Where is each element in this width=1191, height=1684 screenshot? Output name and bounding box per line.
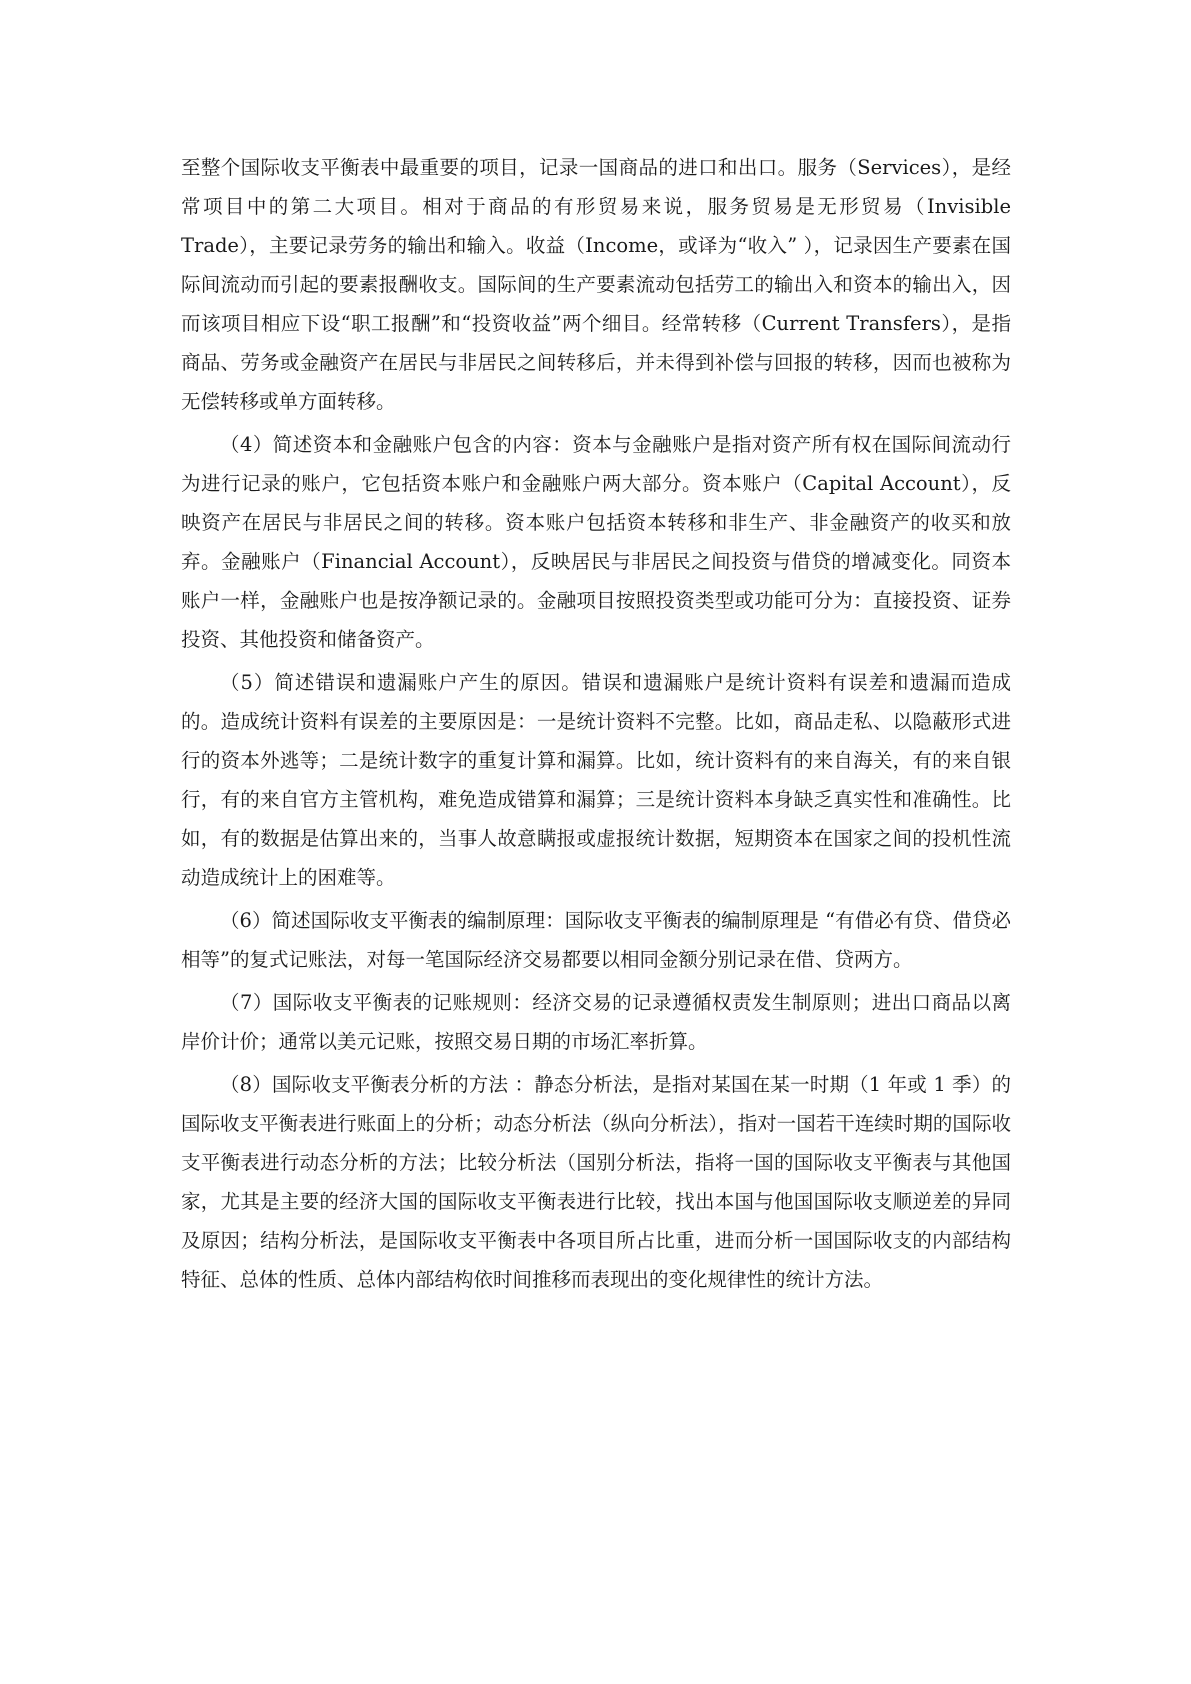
paragraph-capital-financial-account: （4）简述资本和金融账户包含的内容：资本与金融账户是指对资产所有权在国际间流动行为进行记录的账户，它包括资本账户和金融账户两大部分。资本账户（Capital Account），反映资产在居民与非居民之间的转移。资本账户包括资本转移和非生产、非金融资产的收买和放弃。金融账户（Financial Account），反映居民与非居民之间投资与借贷的增减变化。同资本账户一样，金融账户也是按净额记录的。金融项目按照投资类型或功能可分为：直接投资、证券投资、其他投资和储备资产。 xyxy=(181,433,1011,651)
document-body xyxy=(181,148,1011,1303)
paragraph-errors-omissions: （5）简述错误和遗漏账户产生的原因。错误和遗漏账户是统计资料有误差和遗漏而造成的。造成统计资料有误差的主要原因是：一是统计资料不完整。比如，商品走私、以隐蔽形式进行的资本外逃等；二是统计数字的重复计算和漏算。比如，统计资料有的来自海关，有的来自银行，有的来自官方主管机构，难免造成错算和漏算；三是统计资料本身缺乏真实性和准确性。比如，有的数据是估算出来的，当事人故意瞒报或虚报统计数据，短期资本在国家之间的投机性流动造成统计上的困难等。 xyxy=(181,671,1011,889)
paragraph-current-account-continued: 至整个国际收支平衡表中最重要的项目，记录一国商品的进口和出口。服务（Services），是经常项目中的第二大项目。相对于商品的有形贸易来说，服务贸易是无形贸易（Invisible Trade），主要记录劳务的输出和输入。收益（Income，或译为“收入” ），记录因生产要素在国际间流动而引起的要素报酬收支。国际间的生产要素流动包括劳工的输出入和资本的输出入，因而该项目相应下设“职工报酬”和“投资收益”两个细目。经常转移（Current Transfers），是指商品、劳务或金融资产在居民与非居民之间转移后，并未得到补偿与回报的转移，因而也被称为无偿转移或单方面转移。 xyxy=(181,156,1011,413)
paragraph-compilation-principle: （6）简述国际收支平衡表的编制原理：国际收支平衡表的编制原理是 “有借必有贷、借贷必相等”的复式记账法，对每一笔国际经济交易都要以相同金额分别记录在借、贷两方。 xyxy=(181,909,1011,971)
paragraph-bookkeeping-rules: （7）国际收支平衡表的记账规则：经济交易的记录遵循权责发生制原则；进出口商品以离岸价计价；通常以美元记账，按照交易日期的市场汇率折算。 xyxy=(181,991,1011,1053)
paragraph-analysis-methods: （8）国际收支平衡表分析的方法 ：静态分析法，是指对某国在某一时期（1 年或 1 季）的国际收支平衡表进行账面上的分析；动态分析法（纵向分析法），指对一国若干连续时期的国际收支平衡表进行动态分析的方法；比较分析法（国别分析法，指将一国的国际收支平衡表与其他国家，尤其是主要的经济大国的国际收支平衡表进行比较，找出本国与他国国际收支顺逆差的异同及原因；结构分析法，是国际收支平衡表中各项目所占比重，进而分析一国国际收支的内部结构特征、总体的性质、总体内部结构依时间推移而表现出的变化规律性的统计方法。 xyxy=(181,1073,1011,1291)
